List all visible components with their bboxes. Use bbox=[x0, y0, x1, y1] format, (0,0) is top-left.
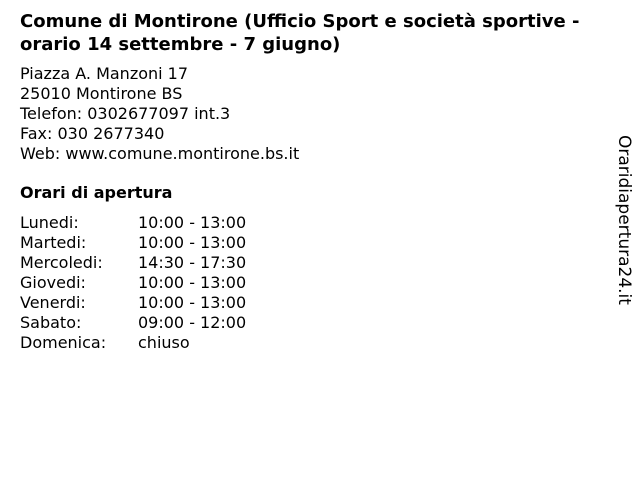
day-label: Giovedi: bbox=[20, 273, 86, 292]
hours-row-saturday bbox=[20, 313, 246, 333]
phone-number: Telefon: 0302677097 int.3 bbox=[20, 104, 231, 123]
time-value: 10:00 - 13:00 bbox=[138, 273, 247, 292]
website: Web: www.comune.montirone.bs.it bbox=[20, 144, 300, 163]
address-block bbox=[20, 64, 299, 164]
opening-hours-heading: Orari di apertura bbox=[20, 183, 173, 202]
opening-hours-table bbox=[20, 213, 246, 353]
hours-row-thursday bbox=[20, 273, 246, 293]
street-address: Piazza A. Manzoni 17 bbox=[20, 64, 189, 83]
page-title: Comune di Montirone (Ufficio Sport e società sportive - orario 14 settembre - 7 giugno) bbox=[20, 11, 580, 55]
hours-row-friday bbox=[20, 293, 246, 313]
day-label: Venerdi: bbox=[20, 293, 86, 312]
hours-row-monday bbox=[20, 213, 246, 233]
day-label: Martedi: bbox=[20, 233, 87, 252]
site-watermark: Oraridiapertura24.it bbox=[614, 135, 634, 305]
time-value: 10:00 - 13:00 bbox=[138, 213, 247, 232]
time-value: 14:30 - 17:30 bbox=[138, 253, 247, 272]
city-address: 25010 Montirone BS bbox=[20, 84, 183, 103]
hours-row-tuesday bbox=[20, 233, 246, 253]
hours-row-wednesday bbox=[20, 253, 246, 273]
day-label: Domenica: bbox=[20, 333, 107, 352]
time-value: 10:00 - 13:00 bbox=[138, 293, 247, 312]
fax-number: Fax: 030 2677340 bbox=[20, 124, 165, 143]
day-label: Lunedi: bbox=[20, 213, 79, 232]
time-value: 10:00 - 13:00 bbox=[138, 233, 247, 252]
hours-row-sunday bbox=[20, 333, 246, 353]
day-label: Sabato: bbox=[20, 313, 82, 332]
time-value: 09:00 - 12:00 bbox=[138, 313, 247, 332]
time-value: chiuso bbox=[138, 333, 190, 352]
day-label: Mercoledi: bbox=[20, 253, 103, 272]
